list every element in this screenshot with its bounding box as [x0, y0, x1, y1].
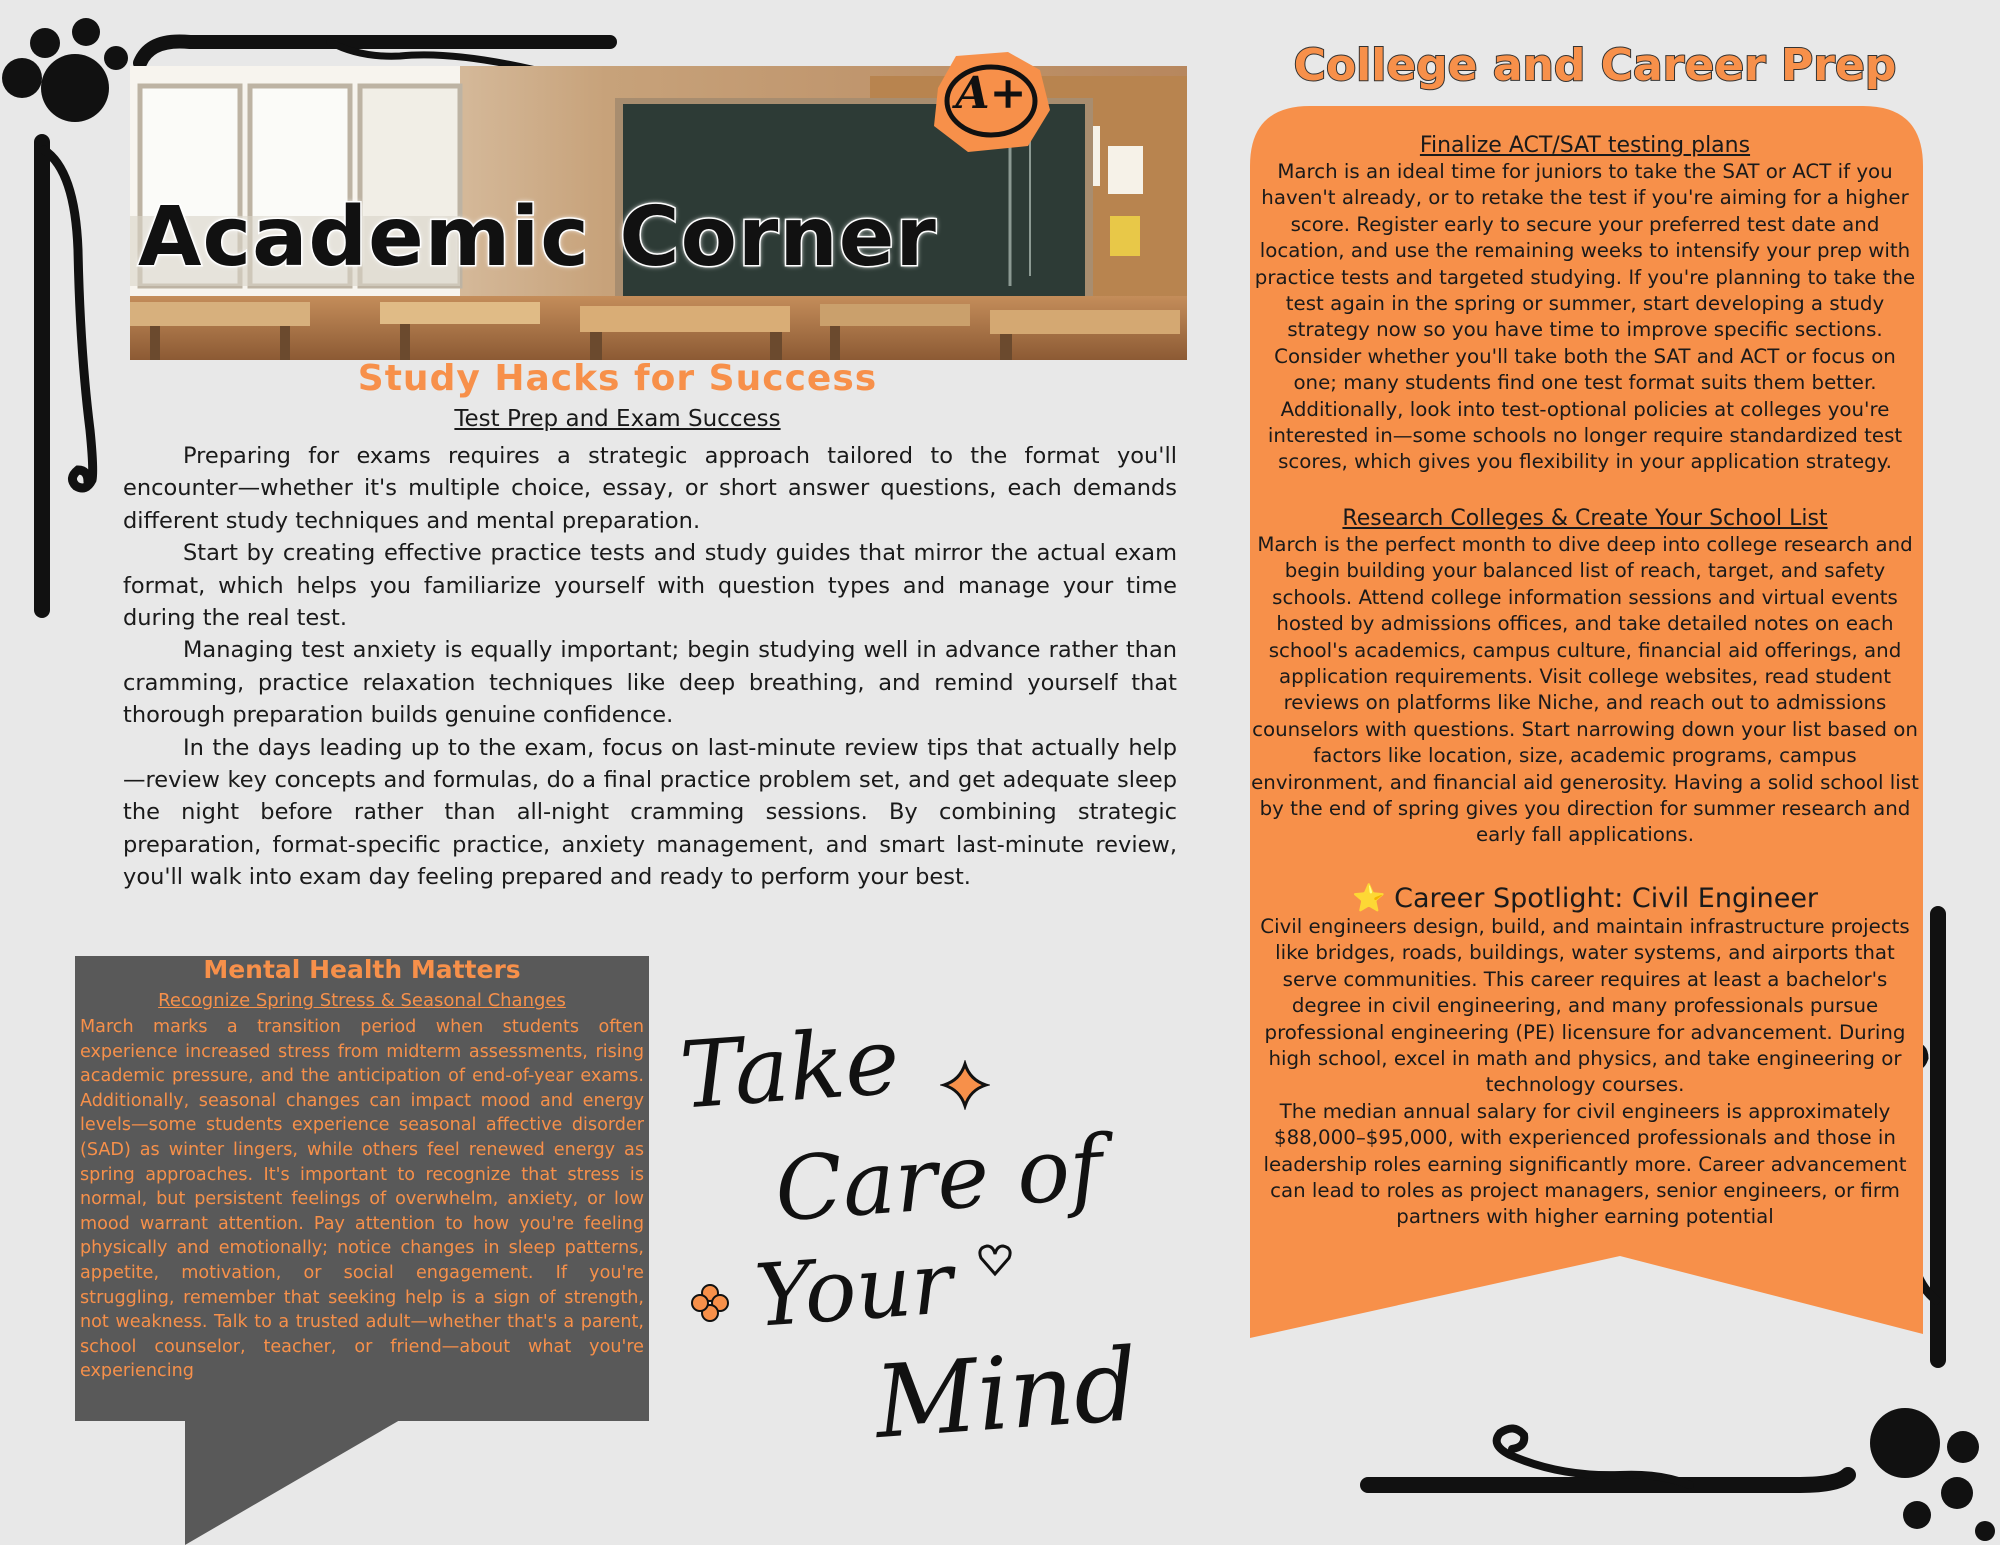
lettering-line-take: Take	[676, 1007, 903, 1130]
study-paragraph: In the days leading up to the exam, focus on last-minute review tips that actually help—review key concepts and formulas, do a final practice problem set, and get adequate sleep the night before rather than all-night cramming sessions. By combining strategic preparation, format-specific practice, anxiety management, and smart last-minute review, you'll walk into exam day feeling prepared and ready to perform your best.	[123, 734, 1177, 891]
act-sat-heading: Finalize ACT/SAT testing plans	[1419, 133, 1751, 158]
mental-health-body: March marks a transition period when students often experience increased stress from midterm assessments, rising academic pressure, and the anticipation of end-of-year exams. Additionally, seasonal changes can impact mood and energy levels—some students experience seasonal affective disorder (SAD) as winter lingers, while others feel renewed energy as spring approaches. It's important to recognize that stress is normal, but persistent feelings of overwhelm, anxiety, or low mood warrant attention. Pay attention to how you're feeling physically and emotionally; notice changes in sleep patterns, appetite, motivation, or social engagement. If you're struggling, remember that seeking help is a sign of strength, not weakness. Talk to a trusted adult—whether that's a parent, school counselor, teacher, or friend—about what you're experiencing	[80, 1017, 644, 1382]
research-colleges-section	[1250, 506, 1920, 849]
sparkle-icon	[940, 1060, 990, 1110]
lettering-line-your: Your	[751, 1233, 956, 1347]
banner-title: Academic Corner	[138, 190, 937, 285]
career-spotlight-heading: Career Spotlight: Civil Engineer	[1394, 883, 1819, 914]
study-paragraph: Start by creating effective practice tests and study guides that mirror the actual exam format, which helps you familiarize yourself with question types and manage your time during the real test.	[123, 540, 1177, 632]
paw-print-decoration-top-left	[0, 10, 130, 130]
study-hacks-body	[123, 440, 1177, 894]
paw-print-decoration-bottom-right	[1845, 1395, 2000, 1545]
lettering-line-mind: Mind	[871, 1325, 1142, 1462]
swirl-line-left	[20, 130, 110, 630]
study-hacks-heading: Study Hacks for Success	[357, 358, 878, 399]
college-career-title: College and Career Prep	[1293, 40, 1897, 91]
act-sat-section	[1250, 133, 1920, 476]
research-colleges-heading: Research Colleges & Create Your School List	[1342, 506, 1828, 531]
mental-health-title: Mental Health Matters	[203, 955, 521, 984]
flower-icon	[690, 1283, 730, 1323]
lettering-line-care-of: Care of	[771, 1115, 1106, 1242]
career-salary-text: The median annual salary for civil engineers is approximately $88,000–$95,000, with experienced professionals and those in leadership roles earning significantly more. Career advancement can lead to roles as project managers, senior engineers, or firm partners with higher earning potential	[1263, 1099, 1907, 1229]
heart-icon	[975, 1240, 1015, 1280]
speech-bubble-tail	[185, 1420, 405, 1545]
star-icon: ⭐	[1351, 883, 1386, 914]
grade-badge	[928, 48, 1054, 156]
study-hacks-subheading: Test Prep and Exam Success	[454, 406, 781, 432]
study-paragraph: Managing test anxiety is equally important; begin studying well in advance rather than cramming, practice relaxation techniques like deep breathing, and remind yourself that thorough preparation builds genuine confidence.	[123, 637, 1177, 729]
take-care-lettering	[660, 1007, 1142, 1465]
act-sat-text: March is an ideal time for juniors to take the SAT or ACT if you haven't already, or to retake the test if you're aiming for a higher score. Register early to secure your preferred test date and location, and use the remaining weeks to intensify your prep with practice tests and targeted studying. If you're planning to take the test again in the spring or summer, start developing a study strategy now so you have time to improve specific sections. Consider whether you'll take both the SAT and ACT or focus on one; many students find one test format suits them better. Additionally, look into test-optional policies at colleges you're interested in—some schools no longer require standardized test scores, which gives you flexibility in your application strategy.	[1254, 160, 1916, 474]
career-spotlight-text: Civil engineers design, build, and maintain infrastructure projects like bridges, roads, buildings, water systems, and airports that serve communities. This career requires at least a bachelor's degree in civil engineering, and many professionals pursue professional engineering (PE) licensure for advancement. During high school, excel in math and physics, and take engineering or technology courses.	[1260, 915, 1910, 1097]
research-colleges-text: March is the perfect month to dive deep into college research and begin building your balanced list of reach, target, and safety schools. Attend college information sessions and virtual events hosted by admissions offices, and take detailed notes on each school's academics, campus culture, financial aid offerings, and application requirements. Visit college websites, read student reviews on platforms like Niche, and reach out to admissions counselors with questions. Start narrowing down your list based on factors like location, size, academic programs, campus environment, and financial aid generosity. Having a solid school list by the end of spring gives you direction for summer research and early fall applications.	[1251, 533, 1919, 847]
career-spotlight-section	[1250, 884, 1920, 1231]
study-paragraph: Preparing for exams requires a strategic approach tailored to the format you'll encounter—whether it's multiple choice, essay, or short answer questions, each demands different study techniques and mental preparation.	[123, 443, 1177, 534]
swirl-line-bottom	[1360, 1415, 1860, 1515]
grade-badge-text: A+	[955, 68, 1027, 119]
career-spotlight-heading-row	[1250, 884, 1920, 914]
mental-health-subheading: Recognize Spring Stress & Seasonal Changes	[158, 990, 566, 1011]
